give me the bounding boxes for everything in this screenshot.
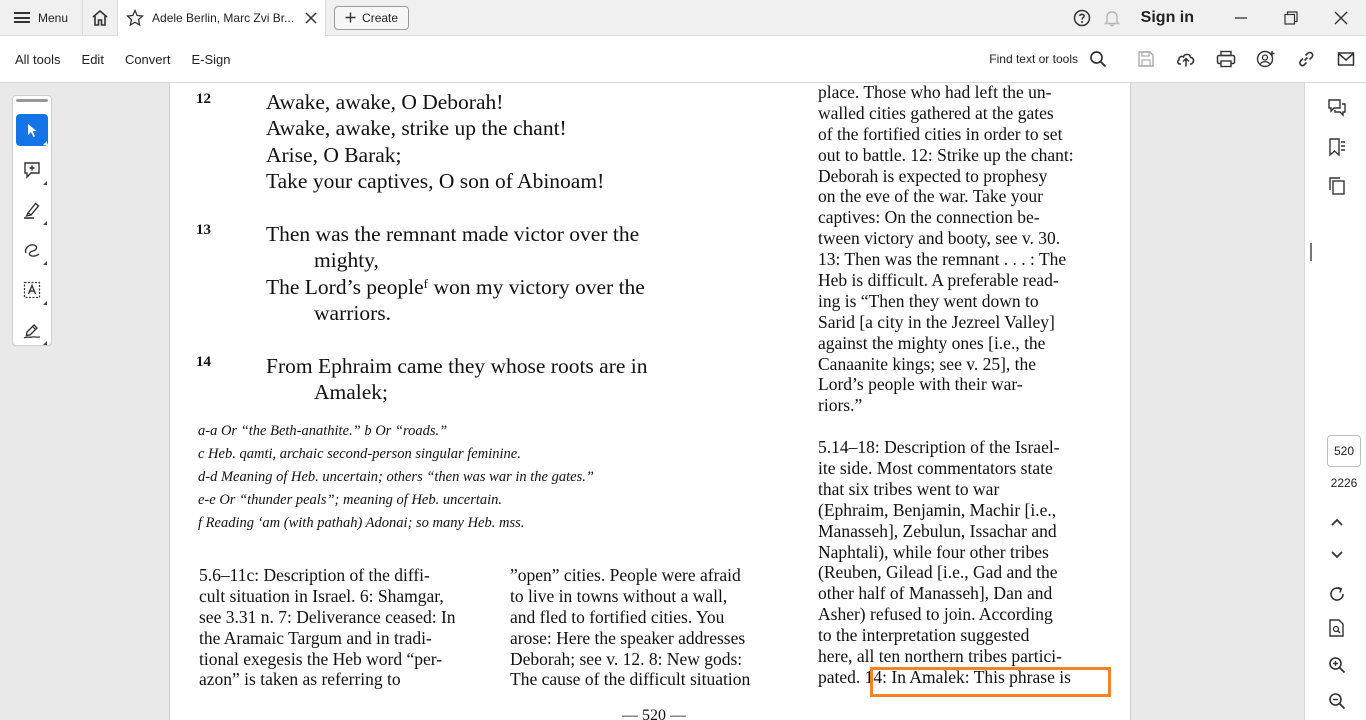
commentary-line: against the mighty ones [i.e., the bbox=[818, 332, 1046, 353]
poem-line: Then was the remnant made victor over the bbox=[266, 222, 640, 246]
save-icon bbox=[1137, 50, 1155, 68]
copy-link-button[interactable] bbox=[1286, 36, 1326, 83]
footnote: e-e Or “thunder peals”; meaning of Heb. uncertain. bbox=[198, 492, 503, 508]
upload-cloud-button[interactable] bbox=[1166, 36, 1206, 83]
poem-line: Awake, awake, O Deborah! bbox=[266, 90, 504, 114]
commentary-line: other half of Manasseh], Dan and bbox=[818, 583, 1053, 604]
poem-line: From Ephraim came they whose roots are in bbox=[266, 354, 648, 378]
save-button[interactable] bbox=[1126, 36, 1166, 83]
tab-title: Adele Berlin, Marc Zvi Br... bbox=[152, 10, 295, 25]
commentary-line: to the interpretation suggested bbox=[818, 625, 1030, 646]
next-page-button[interactable] bbox=[1325, 543, 1349, 567]
commentary-line: Naphtali), while four other tribes bbox=[818, 541, 1049, 562]
commentary-column-3 bbox=[818, 83, 1074, 688]
pdf-page bbox=[169, 83, 1131, 720]
commentary-line: ite side. Most commentators state bbox=[818, 458, 1053, 479]
pages-panel-button[interactable] bbox=[1325, 174, 1349, 198]
commentary-line: azon” is taken as referring to bbox=[199, 669, 401, 690]
find-text-button[interactable]: Find text or tools bbox=[989, 52, 1078, 66]
document-viewer[interactable] bbox=[0, 83, 1304, 720]
total-pages: 2226 bbox=[1330, 476, 1358, 490]
tab-edit[interactable]: Edit bbox=[81, 51, 104, 67]
commentary-line: Canaanite kings; see v. 25], the bbox=[818, 353, 1037, 374]
commentary-line: 13: Then was the remnant . . . : The bbox=[818, 249, 1067, 270]
commentary-line bbox=[818, 416, 1074, 437]
chevron-down-icon bbox=[1330, 548, 1344, 562]
text-box-icon bbox=[23, 281, 41, 299]
poem-line: mighty, bbox=[314, 248, 379, 272]
footnote: c Heb. qamti, archaic second-person singular feminine. bbox=[198, 446, 521, 462]
commentary-line: 5.6–11c: Description of the diffi- bbox=[199, 565, 430, 585]
hamburger-icon bbox=[14, 12, 30, 23]
poem-line: Amalek; bbox=[314, 380, 389, 404]
minimize-button[interactable] bbox=[1216, 0, 1266, 36]
right-side-panel bbox=[1304, 83, 1366, 720]
commentary-line: Deborah; see v. 12. 8: New gods: bbox=[510, 648, 743, 669]
commentary-line: that six tribes went to war bbox=[818, 478, 1000, 499]
notifications-button[interactable] bbox=[1097, 0, 1127, 36]
commentary-line: and fled to fortified cities. You bbox=[510, 606, 725, 627]
page-tools-button[interactable] bbox=[1325, 616, 1349, 640]
poem-line: The Lord’s peopleᶠ won my victory over the bbox=[266, 275, 645, 299]
cloud-upload-icon bbox=[1176, 50, 1196, 68]
star-icon[interactable] bbox=[126, 9, 144, 27]
commentary-line: here, all ten northern tribes partici- bbox=[818, 646, 1062, 667]
zoom-out-icon bbox=[1328, 692, 1346, 710]
tab-all-tools[interactable]: All tools bbox=[15, 51, 61, 67]
poem-line: Arise, O Barak; bbox=[266, 143, 402, 167]
comments-icon bbox=[1327, 98, 1347, 118]
highlight-tool-button[interactable] bbox=[16, 194, 48, 226]
search-icon bbox=[1089, 50, 1107, 68]
add-user-icon bbox=[1256, 50, 1276, 68]
commentary-line: ing is “Then they went down to bbox=[818, 290, 1039, 311]
poem-line: warriors. bbox=[314, 301, 392, 325]
print-button[interactable] bbox=[1206, 36, 1246, 83]
menu-button[interactable] bbox=[0, 0, 82, 36]
create-button[interactable] bbox=[334, 6, 409, 30]
quick-tools-panel bbox=[12, 95, 52, 346]
commentary-line: the Aramaic Targum and in tradi- bbox=[199, 627, 432, 648]
verse-number: 12 bbox=[196, 91, 211, 107]
comment-add-icon bbox=[23, 161, 41, 179]
panel-grip[interactable] bbox=[16, 99, 48, 102]
mail-icon bbox=[1337, 51, 1355, 67]
link-icon bbox=[1297, 50, 1315, 68]
bookmarks-panel-button[interactable] bbox=[1325, 135, 1349, 159]
close-window-button[interactable] bbox=[1316, 0, 1366, 36]
printer-icon bbox=[1216, 50, 1236, 68]
current-page-input[interactable]: 520 bbox=[1327, 435, 1361, 467]
commentary-line: Manasseh], Zebulun, Issachar and bbox=[818, 520, 1057, 541]
commentary-line: pated. 14: In Amalek: This phrase is bbox=[818, 666, 1071, 687]
copy-pages-icon bbox=[1327, 176, 1347, 196]
bookmark-icon bbox=[1327, 137, 1347, 157]
commentary-line: tional exegesis the Heb word “per- bbox=[199, 648, 443, 669]
previous-page-button[interactable] bbox=[1325, 510, 1349, 534]
draw-tool-button[interactable] bbox=[16, 234, 48, 266]
email-button[interactable] bbox=[1326, 36, 1366, 83]
main-toolbar bbox=[0, 36, 1366, 83]
commentary-line: (Reuben, Gilead [i.e., Gad and the bbox=[818, 562, 1058, 583]
search-highlight-box bbox=[870, 667, 1111, 697]
commentary-line: 5.14–18: Description of the Israel- bbox=[818, 437, 1060, 458]
sign-in-button[interactable]: Sign in bbox=[1140, 8, 1194, 26]
highlighter-icon bbox=[23, 201, 41, 219]
poem-line: Take your captives, O son of Abinoam! bbox=[266, 169, 605, 193]
menu-label: Menu bbox=[38, 10, 69, 25]
add-comment-button[interactable] bbox=[16, 154, 48, 186]
commentary-line: tween victory and booty, see v. 30. bbox=[818, 228, 1061, 249]
footnote: f Reading ‘am (with pathah) Adonai; so many Heb. mss. bbox=[198, 515, 525, 531]
document-search-icon bbox=[1328, 618, 1346, 638]
rotate-icon bbox=[1328, 585, 1346, 603]
plus-icon bbox=[345, 12, 356, 23]
commentary-line: Deborah is expected to prophesy bbox=[818, 165, 1048, 186]
share-user-button[interactable] bbox=[1246, 36, 1286, 83]
close-icon bbox=[1334, 11, 1348, 25]
help-icon bbox=[1073, 9, 1091, 27]
commentary-line: (Ephraim, Benjamin, Machir [i.e., bbox=[818, 499, 1057, 520]
commentary-line: place. Those who had left the un- bbox=[818, 83, 1052, 102]
zoom-in-button[interactable] bbox=[1325, 653, 1349, 677]
comments-panel-button[interactable] bbox=[1325, 96, 1349, 120]
close-tab-icon[interactable] bbox=[305, 12, 317, 24]
minimize-icon bbox=[1234, 11, 1248, 25]
commentary-line: Sarid [a city in the Jezreel Valley] bbox=[818, 311, 1055, 332]
footnote: d-d Meaning of Heb. uncertain; others “then was war in the gates.” bbox=[198, 469, 594, 485]
commentary-line: on the eve of the war. Take your bbox=[818, 186, 1043, 207]
commentary-line: cult situation in Israel. 6: Shamgar, bbox=[199, 585, 444, 606]
tab-e-sign[interactable]: E-Sign bbox=[191, 51, 231, 67]
tab-convert[interactable]: Convert bbox=[124, 51, 171, 67]
document-tab[interactable] bbox=[118, 0, 326, 36]
scrollbar-thumb[interactable] bbox=[1310, 243, 1312, 261]
zoom-in-icon bbox=[1328, 656, 1346, 674]
text-box-tool-button[interactable] bbox=[16, 274, 48, 306]
title-bar bbox=[0, 0, 1366, 36]
search-button[interactable] bbox=[1084, 36, 1112, 83]
zoom-out-button[interactable] bbox=[1325, 689, 1349, 713]
restore-button[interactable] bbox=[1266, 0, 1316, 36]
footnote: a-a Or “the Beth-anathite.” b Or “roads.” bbox=[198, 423, 448, 439]
commentary-line: captives: On the connection be- bbox=[818, 207, 1040, 228]
commentary-column-2 bbox=[510, 565, 750, 690]
verse-number: 13 bbox=[196, 222, 211, 238]
commentary-line: ”open” cities. People were afraid bbox=[510, 565, 741, 585]
commentary-column-1 bbox=[199, 565, 456, 690]
verse-number: 14 bbox=[196, 354, 211, 370]
rotate-button[interactable] bbox=[1325, 582, 1349, 606]
commentary-line: out to battle. 12: Strike up the chant: bbox=[818, 144, 1074, 165]
home-icon bbox=[91, 9, 109, 27]
bell-icon bbox=[1103, 9, 1121, 27]
commentary-line: of the fortified cities in order to set bbox=[818, 123, 1063, 144]
commentary-line: The cause of the difficult situation bbox=[510, 669, 751, 690]
page-number-footer: — 520 — bbox=[622, 707, 686, 720]
cursor-icon bbox=[24, 122, 40, 138]
commentary-line: Lord’s people with their war- bbox=[818, 374, 1023, 395]
freehand-icon bbox=[23, 241, 41, 259]
commentary-line: Heb is difficult. A preferable read- bbox=[818, 270, 1059, 291]
commentary-line: walled cities gathered at the gates bbox=[818, 102, 1054, 123]
poem-line: Awake, awake, strike up the chant! bbox=[266, 116, 567, 140]
commentary-line: to live in towns without a wall, bbox=[510, 585, 728, 606]
signature-pen-icon bbox=[23, 321, 41, 339]
help-button[interactable] bbox=[1067, 0, 1097, 36]
create-label: Create bbox=[362, 10, 399, 25]
restore-icon bbox=[1284, 11, 1298, 25]
chevron-up-icon bbox=[1330, 515, 1344, 529]
select-tool-button[interactable] bbox=[16, 114, 48, 146]
commentary-line: arose: Here the speaker addresses bbox=[510, 627, 746, 648]
sign-tool-button[interactable] bbox=[16, 314, 48, 346]
commentary-line: riors.” bbox=[818, 395, 863, 416]
commentary-line: see 3.31 n. 7: Deliverance ceased: In bbox=[199, 606, 456, 627]
home-button[interactable] bbox=[82, 0, 118, 36]
commentary-line: Asher) refused to join. According bbox=[818, 604, 1053, 625]
